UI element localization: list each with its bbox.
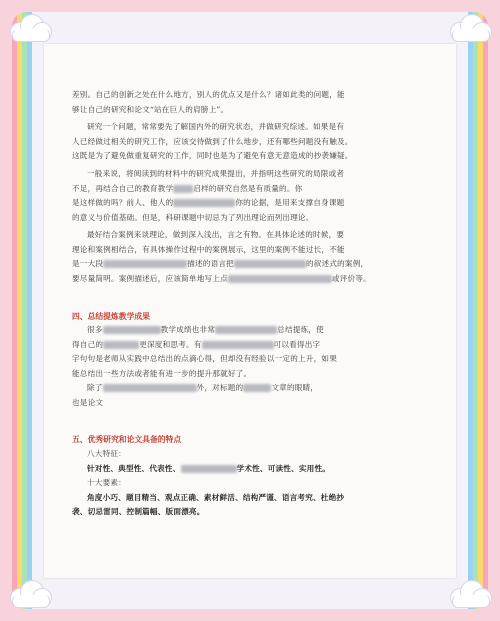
features-label: 八大特征： xyxy=(87,449,126,458)
text-line: 最好结合案例来谈理论，做到深入浅出，言之有物。在具体论述的时候，要 xyxy=(87,230,345,239)
elements-line: 角度小巧、题目精当、观点正确、素材鲜活、结构严谨、语言考究、杜绝抄 xyxy=(87,492,345,502)
text-line: 能总结出一些方法或者能有进一步的提升那就好了。 xyxy=(72,368,252,378)
text-line: 很多 教学成绩也非常 总结提炼，使 xyxy=(87,325,324,334)
text-line: 不足，再结合自己的教育教学 启样的研究自然是有质量的。你 xyxy=(72,183,303,193)
summary-paragraph xyxy=(72,323,428,410)
intro-continuation xyxy=(72,88,428,117)
text-line: 除了 外，对标题的 文章的眼睛， xyxy=(87,383,319,392)
text-line: 也是论文 xyxy=(72,397,104,407)
text-line: 要尽量简明。案例描述后，应该简单地写上点 或评价等。 xyxy=(72,273,371,283)
cloud-decoration-top-left xyxy=(8,12,52,42)
text-line: 是这样做的吗？前人、他人的 你的论据，是用来支撑自身课题 xyxy=(72,198,345,207)
text-line: 得自己的 更深度和思考。有 可以看得出字 xyxy=(72,339,321,349)
text-line: 够让自己的研究和论文“站在巨人的肩膀上”。 xyxy=(72,104,229,114)
text-line: 这既是为了避免做重复研究的工作，同时也是为了避免有意无意造成的抄袭嫌疑。 xyxy=(72,151,353,160)
text-line: 人已经做过相关的研究工作，应该交待做到了什么地步，还有哪些问题没有触及。 xyxy=(72,136,353,146)
text-line: 理论和案例相结合，有具体操作过程中的案例展示，这里的案例不能过长，不能 xyxy=(72,244,345,254)
section-heading-features: 五、优秀研究和论文具备的特点 xyxy=(72,435,182,444)
cloud-decoration-top-right xyxy=(448,12,492,42)
elements-label: 十大要素： xyxy=(87,478,126,487)
cloud-decoration-bottom-right xyxy=(448,578,492,608)
text-line: 字句句是老师从实践中总结出的点滴心得，但却没有经验以一定的上升，如果 xyxy=(72,354,337,363)
general-paragraph xyxy=(72,167,428,225)
section-heading-summary: 四、总结提炼教学成果 xyxy=(72,312,150,321)
cloud-decoration-bottom-left xyxy=(8,578,52,608)
text-line: 的意义与价值基础。但是，科研课题中切忌为了列出理论而列出理论。 xyxy=(72,212,314,222)
research-paragraph xyxy=(72,120,428,164)
features-block xyxy=(72,447,428,520)
elements-line: 袭、切忌雷同、控制篇幅、版面漂亮。 xyxy=(72,507,205,516)
features-line: 针对性、典型性、代表性、 学术性、可读性、实用性。 xyxy=(87,463,331,473)
text-line: 差别。自己的创新之处在什么地方，别人的优点又是什么？诸如此类的问题，能 xyxy=(72,90,345,99)
text-line: 研究一个问题，常常要先了解国内外的研究状态，并做研究综述。如果是有 xyxy=(87,122,345,131)
text-line: 是一大段 描述的语言把 的叙述式的案例， xyxy=(72,259,369,268)
case-paragraph xyxy=(72,228,428,286)
text-line: 一般来说，将阅读到的材料中的研究成果提出，并指明这些研究的局限或者 xyxy=(87,169,345,178)
